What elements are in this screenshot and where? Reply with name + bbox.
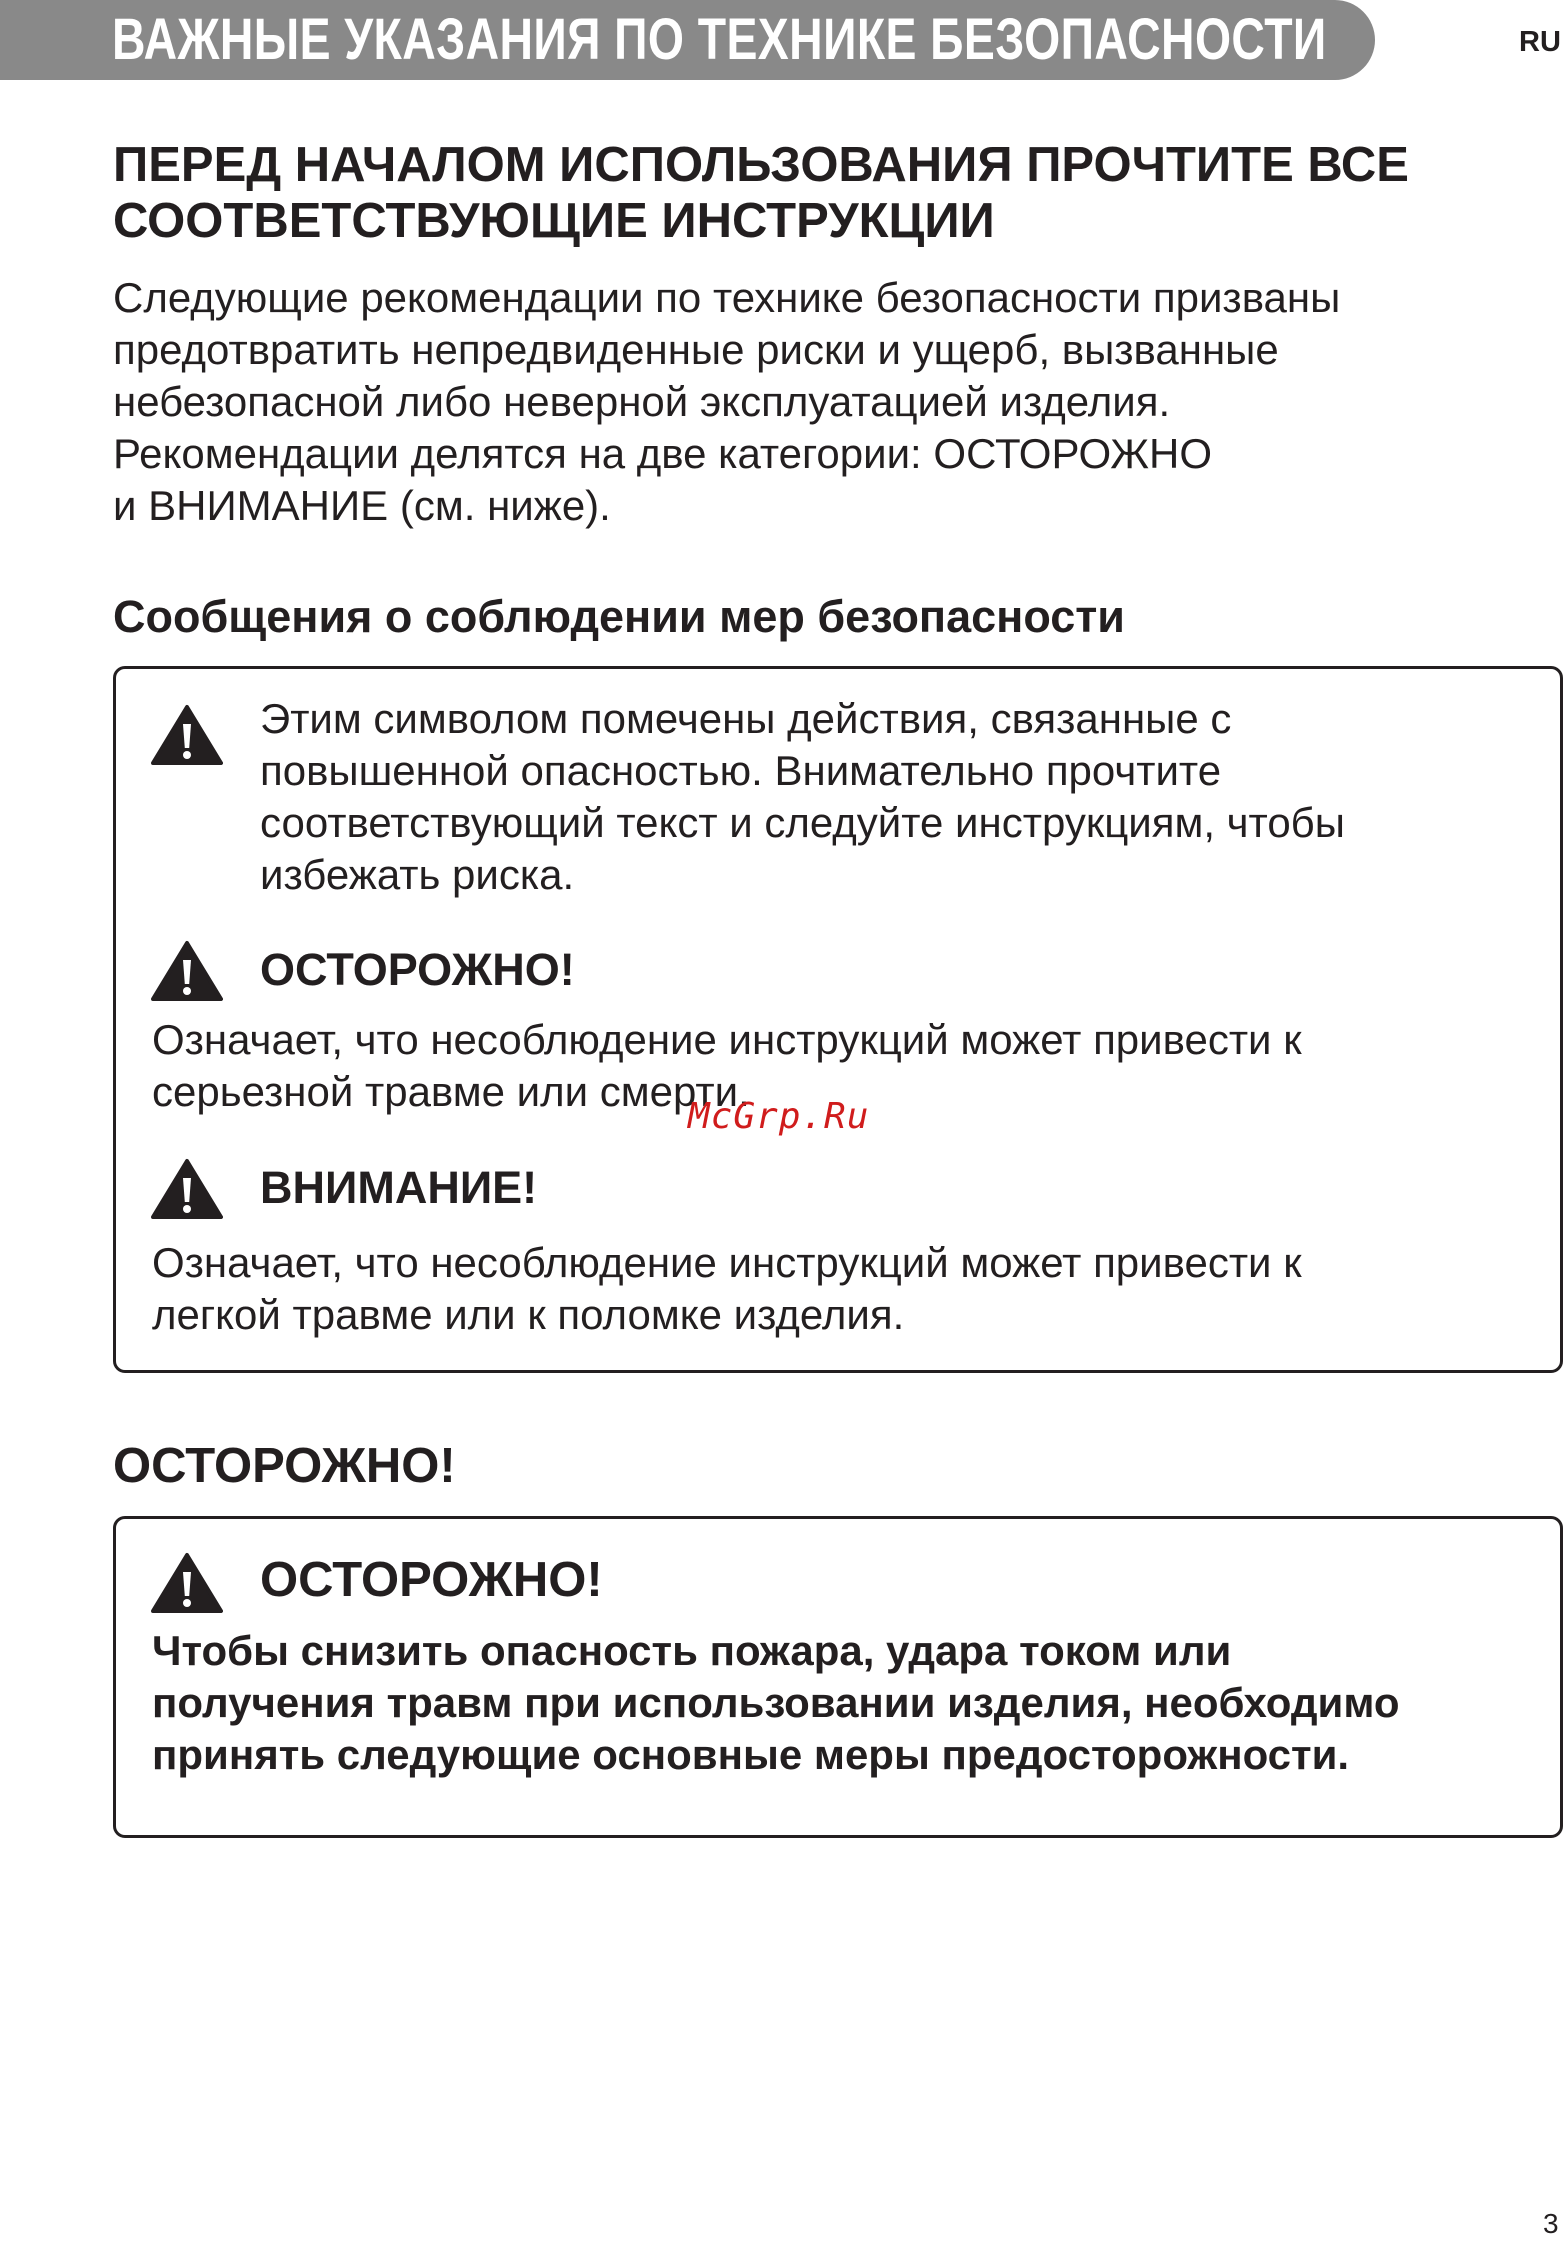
warning-box-label: ОСТОРОЖНО! [260, 1553, 603, 1607]
watermark: McGrp.Ru [688, 1096, 870, 1137]
warning-description-line: серьезной травме или смерти. [152, 1068, 750, 1115]
warning-description-line: Означает, что несоблюдение инструкций может привести к [152, 1016, 1302, 1063]
intro-line: и ВНИМАНИЕ (см. ниже). [113, 482, 611, 529]
warning-triangle-icon [151, 1158, 223, 1220]
warning-section-heading: ОСТОРОЖНО! [113, 1439, 456, 1493]
warning-box [113, 1516, 1563, 1838]
safety-messages-heading: Сообщения о соблюдении мер безопасности [113, 591, 1125, 642]
symbol-description-line: соответствующий текст и следуйте инструкциям, чтобы [260, 799, 1345, 846]
intro-line: предотвратить непредвиденные риски и ущерб, вызванные [113, 326, 1279, 373]
symbol-description-line: избежать риска. [260, 851, 575, 898]
caution-description-line: Означает, что несоблюдение инструкций может привести к [152, 1239, 1302, 1286]
warning-triangle-icon [151, 1552, 223, 1614]
warning-box-text-line: получения травм при использовании изделия, необходимо [152, 1679, 1400, 1726]
warning-box-text-line: Чтобы снизить опасность пожара, удара током или [152, 1627, 1232, 1674]
warning-triangle-icon [151, 704, 223, 766]
warning-box-text [152, 1625, 1400, 1781]
safety-messages-box [113, 666, 1563, 1373]
caution-description [152, 1237, 1302, 1341]
warning-box-text-line: принять следующие основные меры предосторожности. [152, 1731, 1350, 1778]
intro-line: небезопасной либо неверной эксплуатацией изделия. [113, 378, 1171, 425]
page-number: 3 [1543, 2208, 1559, 2239]
main-heading-line: ПЕРЕД НАЧАЛОМ ИСПОЛЬЗОВАНИЯ ПРОЧТИТЕ ВСЕ [113, 138, 1409, 192]
intro-paragraph [113, 272, 1533, 532]
symbol-description-line: повышенной опасностью. Внимательно прочтите [260, 747, 1222, 794]
symbol-description-line: Этим символом помечены действия, связанные с [260, 695, 1232, 742]
main-heading-line: СООТВЕТСТВУЮЩИЕ ИНСТРУКЦИИ [113, 194, 995, 248]
main-heading [113, 137, 1533, 249]
caution-description-line: легкой травме или к поломке изделия. [152, 1291, 905, 1338]
language-label: RU [1519, 26, 1561, 58]
header-title: ВАЖНЫЕ УКАЗАНИЯ ПО ТЕХНИКЕ БЕЗОПАСНОСТИ [112, 7, 1327, 72]
symbol-description [260, 693, 1345, 901]
intro-line: Рекомендации делятся на две категории: ОСТОРОЖНО [113, 430, 1213, 477]
warning-label: ОСТОРОЖНО! [260, 944, 575, 995]
warning-triangle-icon [151, 940, 223, 1002]
caution-label: ВНИМАНИЕ! [260, 1162, 538, 1213]
header-bar [0, 0, 1375, 80]
intro-line: Следующие рекомендации по технике безопасности призваны [113, 274, 1341, 321]
